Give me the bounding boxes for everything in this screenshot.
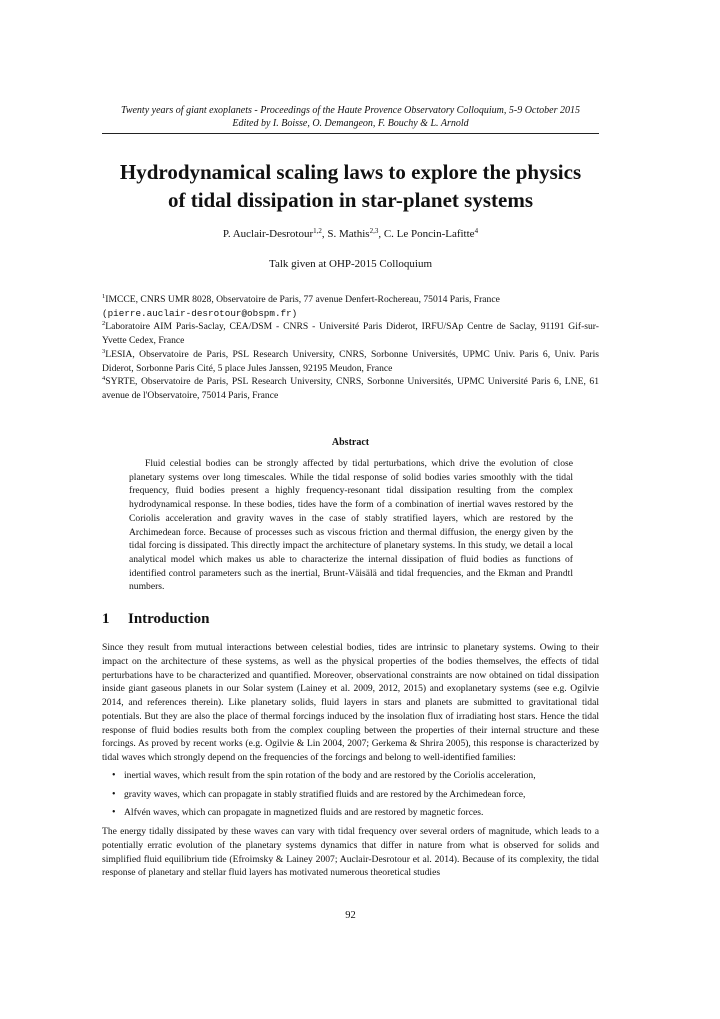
title-line-2: of tidal dissipation in star-planet systems <box>167 188 533 212</box>
running-header <box>102 104 599 130</box>
author <box>384 228 478 240</box>
affiliation-number: 1 <box>102 293 106 300</box>
header-rule <box>102 133 599 134</box>
list-item: • Alfvén waves, which can propagate in magnetized fluids and are restored by magnetic forces. <box>102 806 599 820</box>
introduction-body <box>102 641 599 880</box>
author-name: P. Auclair-Desrotour <box>222 228 314 240</box>
list-item: • inertial waves, which result from the spin rotation of the body and are restored by the Coriolis acceleration, <box>102 769 599 783</box>
author <box>327 228 383 240</box>
section-heading <box>102 609 599 629</box>
author <box>223 228 327 240</box>
author-separator: , <box>378 228 384 240</box>
list-item: • gravity waves, which can propagate in stably stratified fluids and are restored by the Archimedean force, <box>102 788 599 802</box>
intro-paragraph-2: The energy tidally dissipated by these waves can vary with tidal frequency over several orders of magnitude, which leads to a potentially erratic evolution of the planetary systems dynamics that differ in nature from what is observed for solids and simplified fluid equilibrium tide (Efroimsky & Lainey 2007; Auclair-Desrotour et al. 2014). Because of its complexity, the tidal response of planetary and stellar fluid layers has motivated numerous theoretical studies <box>102 826 599 879</box>
section-title: Introduction <box>128 611 210 627</box>
affiliation <box>102 348 599 375</box>
running-header-line-2: Edited by I. Boisse, O. Demangeon, F. Bouchy & L. Arnold <box>232 118 469 129</box>
affiliation-text: IMCCE, CNRS UMR 8028, Observatoire de Paris, 77 avenue Denfert-Rochereau, 75014 Paris, France <box>105 294 500 305</box>
author-name: S. Mathis <box>327 228 370 240</box>
affiliation-text: Laboratoire AIM Paris-Saclay, CEA/DSM - CNRS - Université Paris Diderot, IRFU/SAp Centre de Saclay, 91191 Gif-sur-Yvette Cedex, France <box>102 321 599 347</box>
affiliation-list <box>102 293 599 403</box>
page-number: 92 <box>345 910 356 921</box>
abstract-text: Fluid celestial bodies can be strongly affected by tidal perturbations, which drive the evolution of close planetary systems over long timescales. While the tidal response of solid bodies varies smoothly with the tidal frequency, fluid bodies present a highly frequency-resonant tidal dissipation resulting from the complex hydrodynamical response. In these bodies, tides have the form of a combination of inertial waves restored by the Coriolis acceleration and gravity waves in the case of stably stratified layers, which are restored by the Archimedean force. Because of processes such as viscous friction and thermal diffusion, the energy given by the tidal forcing is dissipated. This directly impact the architecture of planetary systems. In this study, we detail a local analytical model which makes us able to characterize the internal dissipation of fluid bodies as functions of identified control parameters such as the inertial, Brunt-Väisälä and tidal frequencies, and the Ekman and Prandtl numbers. <box>129 458 573 593</box>
author-affiliation-marks: 2,3 <box>369 227 379 235</box>
affiliation-number: 2 <box>102 320 106 328</box>
abstract-heading: Abstract <box>331 437 370 448</box>
affiliation-number: 3 <box>102 347 106 355</box>
author-affiliation-marks: 4 <box>474 227 479 235</box>
author-list <box>102 227 599 241</box>
paper-title <box>102 158 599 214</box>
author-email-link[interactable]: (pierre.auclair-desrotour@obspm.fr) <box>102 307 298 319</box>
talk-note: Talk given at OHP-2015 Colloquium <box>269 258 432 270</box>
affiliation <box>102 293 599 320</box>
running-header-line-1: Twenty years of giant exoplanets - Proceedings of the Haute Provence Observatory Colloquium, 5-9 October 2015 <box>121 105 580 116</box>
section-number: 1 <box>102 611 110 627</box>
affiliation <box>102 375 599 402</box>
author-affiliation-marks: 1,2 <box>313 227 322 235</box>
intro-paragraph-1: Since they result from mutual interactions between celestial bodies, tides are intrinsic to planetary systems. Owing to their impact on the architecture of these systems, as well as the physical properties of the bodies themselves, the effects of tidal perturbations have to be characterized and quantified. Moreover, observational constraints are now obtained on tidal dissipation inside giant gaseous planets in our Solar system (Lainey et al. 2009, 2012, 2015) and exoplanetary systems (see e.g. Ogilvie 2014, and references therein). Like planetary solids, fluid layers in stars and planets are submitted to gravitational tidal potentials. But they are also the place of thermal forcings induced by the insolation flux of irradiating host stars. Hence the tidal response of fluid bodies results both from the complex coupling between the properties of their internal structure and these forcings. As proved by recent works (e.g. Ogilvie & Lin 2004, 2007; Gerkema & Shrira 2005), this response is characterized by tidal waves which strongly depend on the frequencies of the forcings and belong to well-identified families: <box>102 642 599 763</box>
affiliation-text: SYRTE, Observatoire de Paris, PSL Research University, CNRS, Sorbonne Universités, UPMC Université Paris 6, LNE, 61 avenue de l'Observatoire, 75014 Paris, France <box>102 376 599 401</box>
author-separator: , <box>321 228 328 240</box>
title-line-1: Hydrodynamical scaling laws to explore the physics <box>119 160 582 184</box>
author-name: C. Le Poncin-Lafitte <box>383 228 475 240</box>
affiliation <box>102 320 599 347</box>
wave-family-list <box>102 769 599 820</box>
affiliation-number: 4 <box>102 375 106 383</box>
affiliation-text: LESIA, Observatoire de Paris, PSL Research University, CNRS, Sorbonne Universités, UPMC Univ. Paris 6, Univ. Paris Diderot, Sorbonne Paris Cité, 5 place Jules Janssen, 92195 Meudon, France <box>102 348 599 374</box>
